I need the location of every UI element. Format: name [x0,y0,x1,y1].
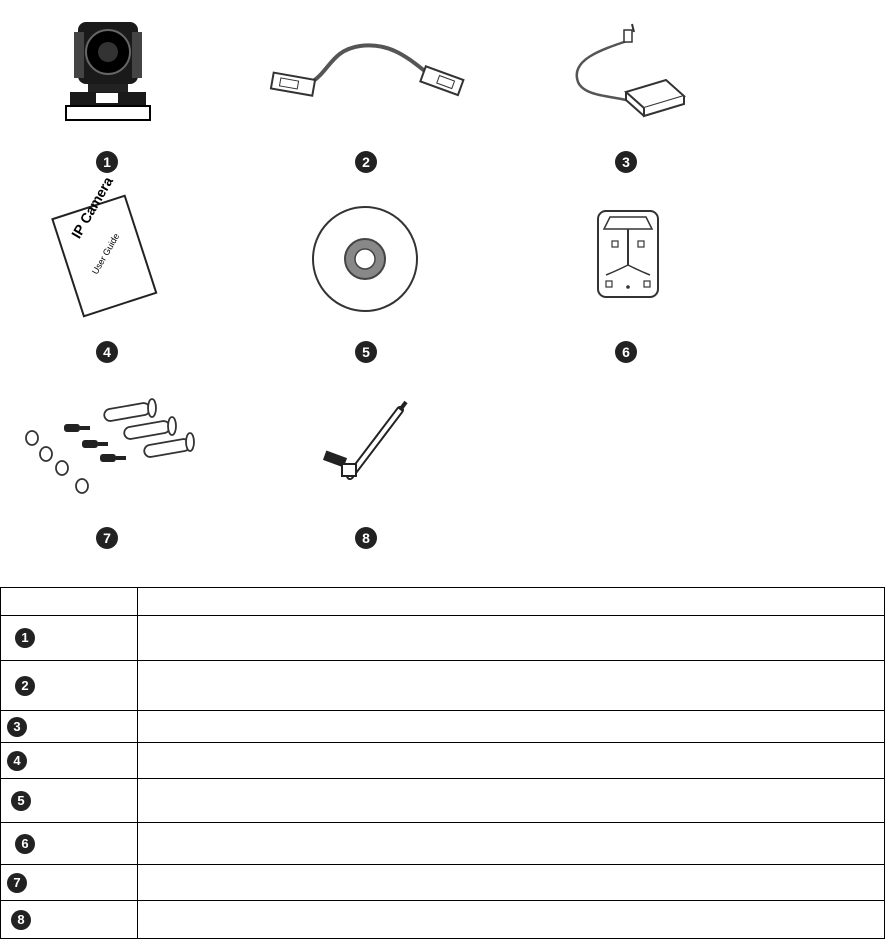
row-description [138,901,885,939]
table-row [1,779,885,823]
table-row [1,865,885,901]
table-row [1,661,885,711]
item-7 [0,370,220,550]
item-1 [0,0,220,180]
item-number-badge: 6 [615,341,637,363]
row-description [138,865,885,901]
row-number-badge: 5 [11,791,31,811]
item-number-badge: 4 [96,341,118,363]
item-number-badge: 1 [96,151,118,173]
user-guide-cover-title: IP Camera [68,173,116,241]
row-number-badge: 2 [15,676,35,696]
row-description [138,779,885,823]
screws-kit-illustration [0,370,220,500]
table-header-description [138,588,885,616]
row-description [138,711,885,743]
item-number-badge: 5 [355,341,377,363]
mounting-bracket-illustration [540,185,740,325]
item-4 [0,173,220,365]
table-row [1,901,885,939]
row-description [138,743,885,779]
table-header-number [1,588,138,616]
table-row [1,823,885,865]
parts-list-table [0,587,885,939]
row-description [138,616,885,661]
row-number-badge: 8 [11,910,31,930]
row-number-badge: 7 [7,873,27,893]
item-3 [540,0,740,180]
table-header-row [1,588,885,616]
row-description [138,823,885,865]
item-8 [250,370,480,550]
network-cable-illustration [250,0,480,130]
item-number-badge: 7 [96,527,118,549]
table-row [1,711,885,743]
ip-camera-illustration [0,0,220,130]
table-row [1,616,885,661]
user-guide-cover-subtitle: User Guide [90,231,122,276]
row-description [138,661,885,711]
item-number-badge: 2 [355,151,377,173]
power-adapter-illustration [540,0,740,130]
item-number-badge: 8 [355,527,377,549]
table-row [1,743,885,779]
row-number-badge: 4 [7,751,27,771]
cd-disc-illustration [250,185,480,325]
row-number-badge: 1 [15,628,35,648]
item-5 [250,185,480,365]
item-number-badge: 3 [615,151,637,173]
row-number-badge: 6 [15,834,35,854]
antenna-illustration [250,370,480,500]
row-number-badge: 3 [7,717,27,737]
item-2 [250,0,480,180]
item-6 [540,185,740,365]
